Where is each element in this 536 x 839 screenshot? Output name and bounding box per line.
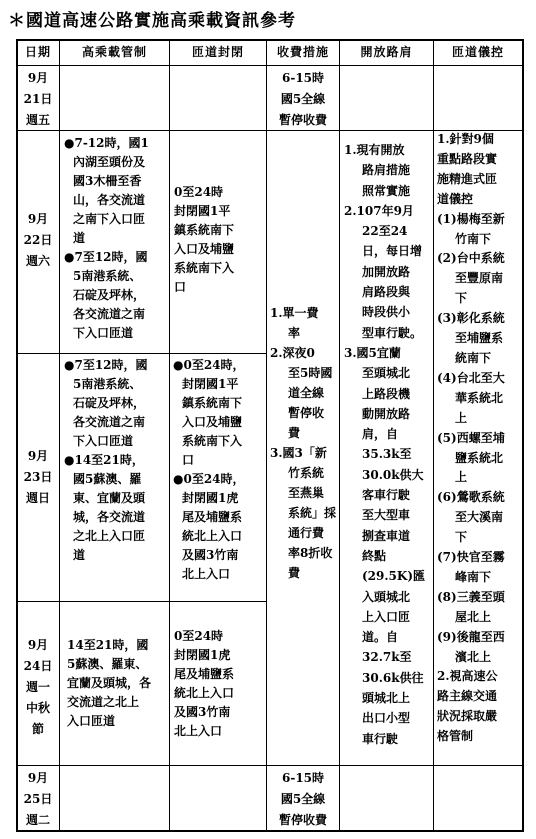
header-date: 日期: [24, 45, 51, 59]
date-cell: 9月 23日 週日: [23, 449, 53, 505]
header-divider: [16, 65, 524, 66]
row-divider-partial: [16, 353, 266, 354]
header-hov-control: 高乘載管制: [81, 45, 147, 59]
ramp-closure-cell: 0至24時 封閉國1平 鎮系統南下 入口及埔鹽 系統南下入 口: [174, 185, 235, 294]
col-divider: [433, 39, 434, 832]
ramp-closure-cell: ●0至24時， 封閉國1平 鎮系統南下 入口及埔鹽 系統南下入 口 ●0至24時， 封閉國1虎 尾及埔鹽系 統北上入口 及國3竹南 北上入口: [173, 358, 245, 581]
header-toll-measures: 收費措施: [276, 45, 329, 59]
ramp-closure-cell: 0至24時 封閉國1虎 尾及埔鹽系 統北上入口 及國3竹南 北上入口: [174, 629, 235, 738]
toll-cell: 6-15時 國5全線 暫停收費: [278, 771, 327, 827]
date-cell: 9月 21日 週五: [23, 71, 53, 127]
hov-control-cell: ●7-12時，國1 內湖至頭份及 國3木柵至香 山，各交流道 之南下入口匝 道 ●7至12時，國 5南港系統、 石碇及坪林， 各交流道之南 下入口匝道: [64, 136, 149, 340]
open-shoulder-merged-cell: 1.現有開放 路肩措施 照常實施 2.107年9月 22至24 日，每日增 加開放路 肩路段與 時段供小 型車行駛。 3.國5宜蘭 至頭城北 上路段機 動開放路 肩，自 35.3k至 30.0k供大 客車行駛 至大型車 捌查車道 終點 (29.5K)匯 入頭城北 上入口匝 道。自 32.7k至 30.6k供往 頭城北上 出口小型 車行駛: [344, 143, 426, 746]
toll-cell: 6-15時 國5全線 暫停收費: [278, 71, 327, 127]
col-divider: [266, 39, 267, 832]
date-cell: 9月 24日 週一 中秋 節: [23, 638, 53, 736]
col-divider: [169, 39, 170, 832]
hov-info-table: [16, 39, 524, 832]
toll-measures-merged-cell: 1.單一費 率 2.深夜0 至5時國 道全線 暫停收 費 3.國3「新 竹系統 至燕巢 系統」採 通行費 率8折收 費: [270, 306, 337, 580]
header-ramp-metering: 匝道儀控: [451, 45, 504, 59]
date-cell: 9月 22日 週六: [23, 212, 53, 268]
col-divider: [339, 39, 340, 832]
header-ramp-closure: 匝道封閉: [191, 45, 244, 59]
date-cell: 9月 25日 週二: [23, 771, 53, 827]
header-open-shoulder: 開放路肩: [360, 45, 413, 59]
hov-control-cell: 14至21時，國 5蘇澳、羅東、 宜蘭及頭城，各 交流道之北上 入口匝道: [67, 638, 152, 728]
page-title: ＊國道高速公路實施高乘載資訊參考: [8, 11, 296, 31]
hov-control-cell: ●7至12時，國 5南港系統、 石碇及坪林， 各交流道之南 下入口匝道 ●14至21時， 國5蘇澳、羅 東、宜蘭及頭 城，各交流道 之北上入口匝 道: [64, 358, 148, 562]
ramp-metering-merged-cell: 1.針對9個 重點路段實 施精進式匝 道儀控 (1)楊梅至新 竹南下 (2)台中系統 至豐原南 下 (3)彰化系統 至埔鹽系 統南下 (4)台北至大 華系統北 上 (5)西螺至埔 鹽系統北 上 (6)鶯歌系統 至大溪南 下 (7)快官至霧 峰南下 (8)三義至頭 屋北上 (9)後龍至西 濱北上 2.視高速公 路主線交通 狀況採取嚴 格管制: [437, 132, 505, 744]
row-divider: [16, 765, 524, 766]
col-divider: [59, 39, 60, 832]
row-divider-partial: [16, 601, 266, 602]
